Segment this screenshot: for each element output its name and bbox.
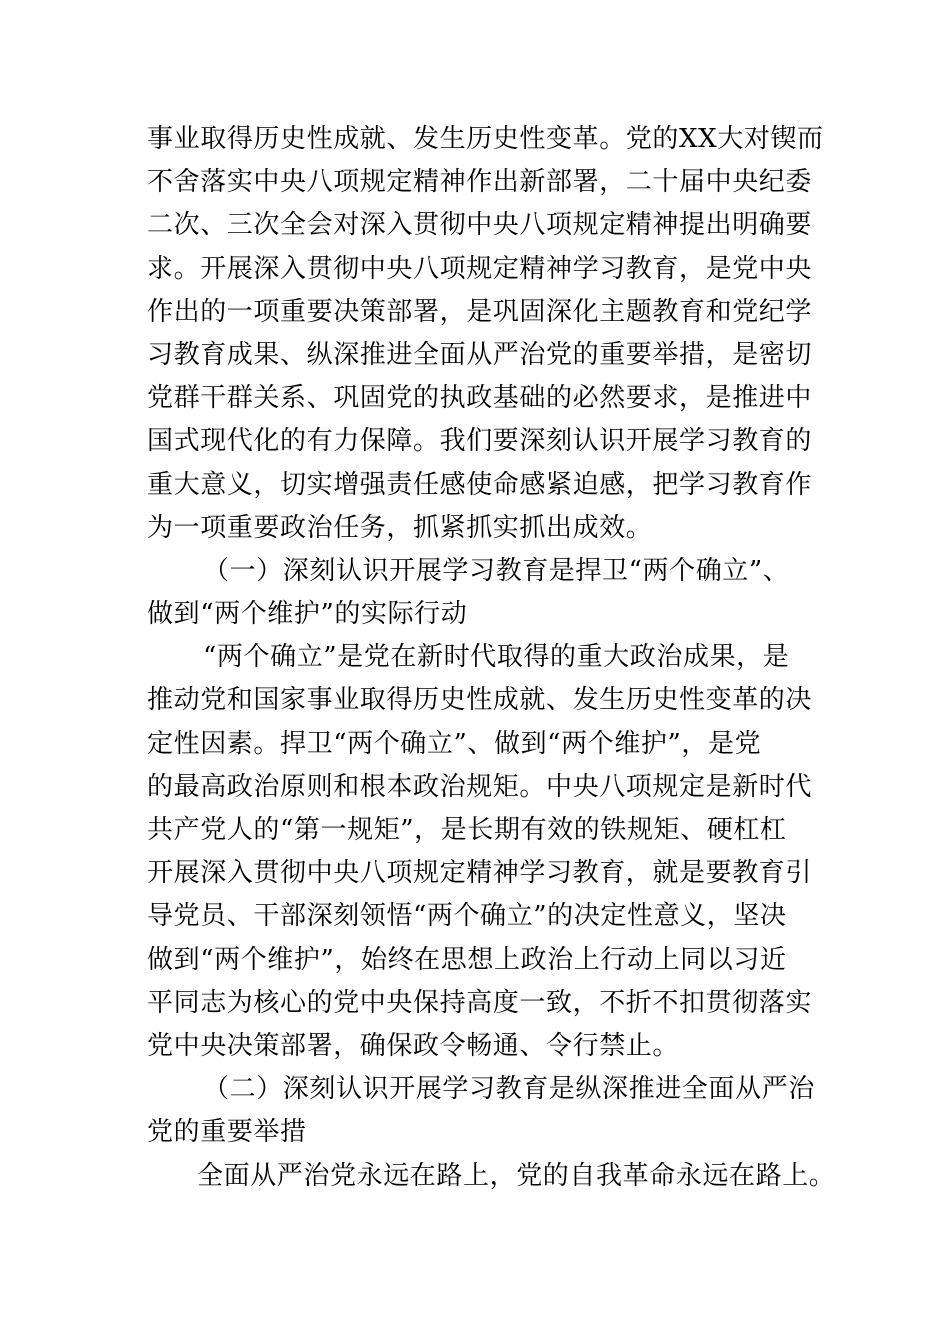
text-line: 不舍落实中央八项规定精神作出新部署，二十届中央纪委: [147, 167, 813, 198]
section-heading-1-cont: 做到“两个维护”的实际行动: [147, 599, 468, 630]
text-line: 平同志为核心的党中央保持高度一致，不折不扣贯彻落实: [147, 987, 813, 1018]
text-line: 为一项重要政治任务，抓紧抓实抓出成效。: [147, 512, 653, 543]
text-line: 作出的一项重要决策部署，是巩固深化主题教育和党纪学: [147, 296, 813, 327]
text-line: 党中央决策部署，确保政令畅通、令行禁止。: [147, 1030, 680, 1061]
text-line: 共产党人的“第一规矩”，是长期有效的铁规矩、硬杠杠: [147, 815, 787, 845]
text-line: 求。开展深入贯彻中央八项规定精神学习教育，是党中央: [147, 253, 813, 284]
text-line: 定性因素。捍卫“两个确立”、做到“两个维护”，是党: [147, 728, 762, 759]
text-line: 导党员、干部深刻领悟“两个确立”的决定性意义，坚决: [147, 901, 787, 932]
text-line: 的最高政治原则和根本政治规矩。中央八项规定是新时代: [147, 771, 813, 802]
text-line: 二次、三次全会对深入贯彻中央八项规定精神提出明确要: [147, 210, 813, 241]
section-heading-2: （二）深刻认识开展学习教育是纵深推进全面从严治: [203, 1074, 815, 1105]
text-line: 做到“两个维护”，始终在思想上政治上行动上同以习近: [147, 944, 787, 975]
text-line: 习教育成果、纵深推进全面从严治党的重要举措，是密切: [147, 339, 813, 370]
section-heading-1: （一）深刻认识开展学习教育是捍卫“两个确立”、: [203, 555, 790, 586]
section-heading-2-cont: 党的重要举措: [147, 1117, 307, 1148]
text-line: 国式现代化的有力保障。我们要深刻认识开展学习教育的: [147, 426, 813, 457]
text-line: 重大意义，切实增强责任感使命感紧迫感，把学习教育作: [147, 469, 813, 500]
text-line: 推动党和国家事业取得历史性成就、发生历史性变革的决: [147, 685, 813, 716]
text-line: “两个确立”是党在新时代取得的重大政治成果，是: [203, 642, 790, 673]
text-line: 事业取得历史性成就、发生历史性变革。党的XX大对锲而: [147, 124, 824, 154]
text-line: 全面从严治党永远在路上，党的自我革命永远在路上。: [197, 1160, 836, 1191]
text-line: 开展深入贯彻中央八项规定精神学习教育，就是要教育引: [147, 858, 813, 889]
body-text: [147, 118, 837, 1198]
text-line: 党群干群关系、巩固党的执政基础的必然要求，是推进中: [147, 383, 813, 414]
